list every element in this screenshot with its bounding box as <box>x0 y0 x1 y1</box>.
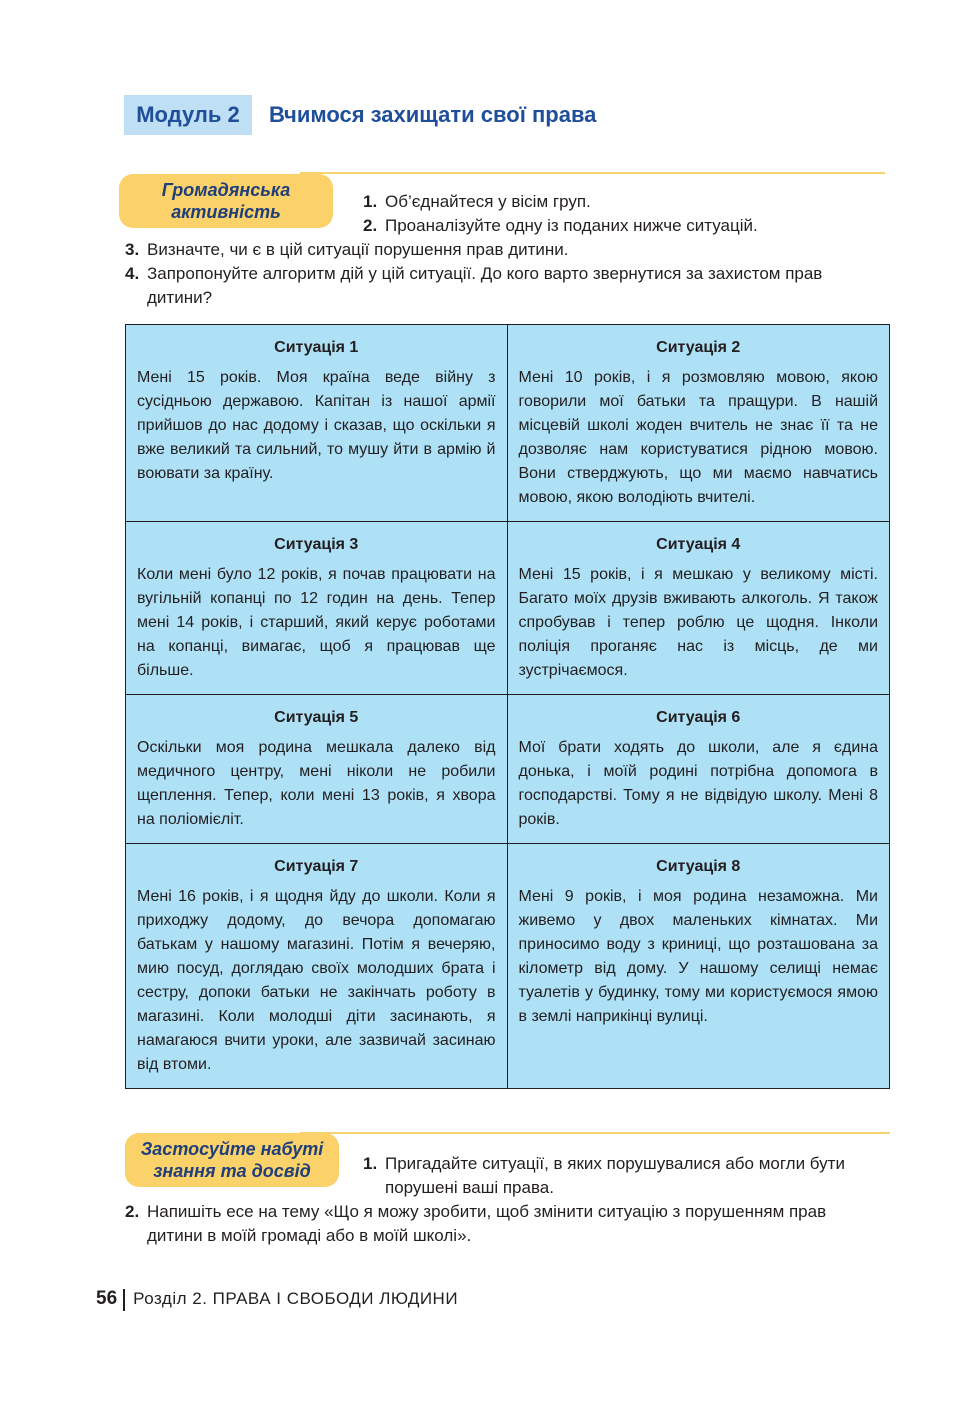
situation-title: Ситуація 8 <box>656 858 741 875</box>
situation-title: Ситуація 4 <box>656 536 741 553</box>
task-text: Проаналізуйте одну із поданих нижче ситуацій. <box>385 216 758 235</box>
task-text: Визначте, чи є в цій ситуації порушення прав дитини. <box>147 240 569 259</box>
situation-cell-5 <box>126 695 508 844</box>
situation-title: Ситуація 6 <box>656 709 741 726</box>
task-number: 2. <box>125 1202 140 1221</box>
task-text: Напишіть есе на тему «Що я можу зробити, щоб змінити ситуацію з порушенням прав <box>147 1202 827 1221</box>
task-number: 1. <box>363 192 378 211</box>
footer-separator <box>123 1289 125 1311</box>
situation-cell-7 <box>126 844 508 1088</box>
situation-text: Мої брати ходять до школи, але я єдина донька, і моїй родині потрібна допомога в господарстві. Тому я не відвідую школу. Мені 8 років. <box>518 739 878 828</box>
apply-badge-line2: знання та досвід <box>153 1161 311 1181</box>
apply-badge-line1: Застосуйте набуті <box>140 1139 324 1159</box>
situation-title: Ситуація 3 <box>274 536 359 553</box>
task-number: 4. <box>125 264 140 283</box>
situation-text: Коли мені було 12 років, я почав працювати на вугільній копанці по 12 годин на день. Тепер мені 14 років, і старший, який керує роботами на копанці, вимагає, щоб я працював ще більше. <box>137 566 496 679</box>
task-text: Об’єднайтеся у вісім груп. <box>385 192 591 211</box>
situation-cell-4 <box>508 522 890 695</box>
situation-text: Мені 9 років, і моя родина незаможна. Ми живемо у двох маленьких кімнатах. Ми приносимо воду з криниці, що розташована за кілометр від дому. У нашому селищі немає туалетів у будинку, тому ми користуємося ямою в землі наприкінці вулиці. <box>518 888 878 1025</box>
civic-activity-badge <box>119 174 333 228</box>
situation-cell-1 <box>126 325 508 522</box>
situation-text: Мені 15 років, і я мешкаю у великому місті. Багато моїх друзів вживають алкоголь. Я також спробував і тепер роблю це щодня. Інколи поліція проганяє нас із місць, де ми зустрічаємося. <box>518 566 878 679</box>
apply-knowledge-badge <box>125 1133 339 1187</box>
civic-task-1 <box>363 190 591 214</box>
apply-divider <box>300 1132 890 1134</box>
situation-text: Оскільки моя родина мешкала далеко від медичного центру, мені ніколи не робили щеплення. Тепер, коли мені 13 років, я хвора на поліомієліт. <box>137 739 496 828</box>
apply-task-2 <box>125 1200 826 1248</box>
section-title: Розділ 2. ПРАВА І СВОБОДИ ЛЮДИНИ <box>133 1289 459 1308</box>
module-tag: Модуль 2 <box>124 95 252 135</box>
task-number: 3. <box>125 240 140 259</box>
module-title: Вчимося захищати свої права <box>269 102 597 127</box>
situation-text: Мені 10 років, і я розмовляю мовою, якою говорили мої батьки та пращури. В нашій місцевій школі жоден вчитель не знає її та не дозволяє нам користуватися рідною мовою. Вони стверджують, що ми маємо навчатись мовою, якою володіють вчителі. <box>518 369 878 506</box>
civic-divider <box>300 172 885 174</box>
page-number: 56 <box>96 1288 118 1309</box>
situation-cell-2 <box>508 325 890 522</box>
situation-title: Ситуація 2 <box>656 339 741 356</box>
situations-table <box>125 324 890 1089</box>
situation-cell-8 <box>508 844 890 1088</box>
task-text-continued: дитини в моїй громаді або в моїй школі». <box>147 1226 472 1245</box>
task-number: 2. <box>363 216 378 235</box>
situation-cell-3 <box>126 522 508 695</box>
civic-badge-line1: Громадянська <box>161 180 291 200</box>
task-text-continued: дитини? <box>147 288 213 307</box>
civic-task-3 <box>125 238 569 262</box>
situation-title: Ситуація 7 <box>274 858 359 875</box>
page-footer <box>96 1285 458 1313</box>
situation-title: Ситуація 5 <box>274 709 359 726</box>
civic-badge-line2: активність <box>171 202 281 222</box>
civic-task-4 <box>125 262 822 310</box>
task-text: Пригадайте ситуації, в яких порушувалися або могли бути <box>385 1154 845 1173</box>
task-number: 1. <box>363 1154 378 1173</box>
situation-title: Ситуація 1 <box>274 339 359 356</box>
situation-text: Мені 15 років. Моя країна веде війну з сусідньою державою. Капітан із нашої армії прийшов до нас додому і сказав, що оскільки я вже великий та сильний, то мушу йти в армію й воювати за країну. <box>137 369 496 482</box>
situation-cell-6 <box>508 695 890 844</box>
task-text: Запропонуйте алгоритм дій у цій ситуації. До кого варто звернутися за захистом прав <box>147 264 823 283</box>
civic-task-2 <box>363 214 758 238</box>
apply-task-1 <box>363 1152 845 1200</box>
task-text-continued: порушені ваші права. <box>385 1178 554 1197</box>
situation-text: Мені 16 років, і я щодня йду до школи. Коли я приходжу додому, до вечора допомагаю батькам у нашому магазині. Потім я вечеряю, мию посуд, доглядаю своїх молодших брата і сестру, допоки батьки не закінчать роботу в магазині. Коли молодші діти засинають, я намагаюся вчити уроки, але зазвичай засинаю від втоми. <box>137 888 496 1073</box>
